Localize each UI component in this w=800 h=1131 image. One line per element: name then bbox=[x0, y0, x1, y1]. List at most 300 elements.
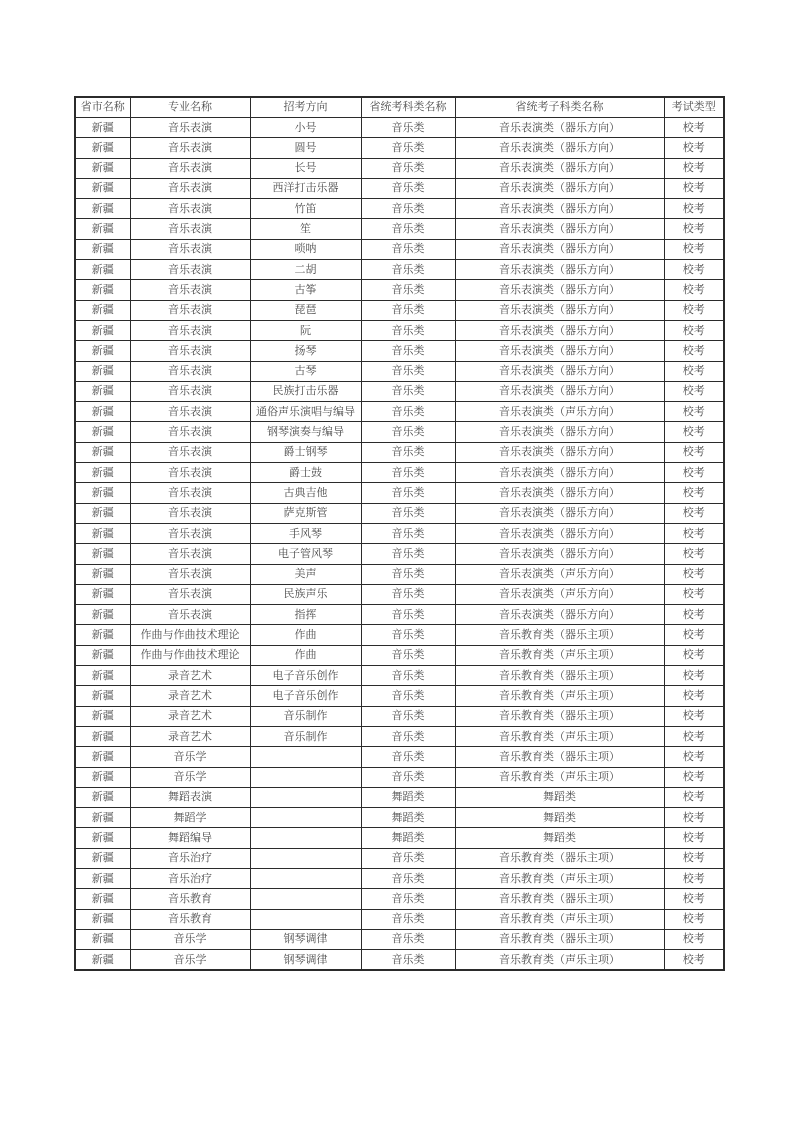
table-row bbox=[75, 645, 724, 665]
table-cell: 新疆 bbox=[75, 381, 130, 401]
table-cell: 新疆 bbox=[75, 158, 130, 178]
table-row bbox=[75, 706, 724, 726]
table-cell: 校考 bbox=[664, 544, 724, 564]
table-cell: 音乐类 bbox=[361, 564, 455, 584]
table-row bbox=[75, 402, 724, 422]
table-cell: 音乐表演类（器乐方向） bbox=[455, 341, 664, 361]
table-cell: 音乐表演类（器乐方向） bbox=[455, 463, 664, 483]
table-cell: 音乐类 bbox=[361, 280, 455, 300]
table-cell: 校考 bbox=[664, 645, 724, 665]
table-cell: 校考 bbox=[664, 341, 724, 361]
table-cell: 音乐表演 bbox=[130, 260, 250, 280]
table-cell: 音乐类 bbox=[361, 402, 455, 422]
table-cell: 校考 bbox=[664, 138, 724, 158]
table-cell: 钢琴调律 bbox=[250, 950, 361, 971]
table-cell: 音乐表演 bbox=[130, 280, 250, 300]
table-cell: 钢琴演奏与编导 bbox=[250, 422, 361, 442]
table-cell: 校考 bbox=[664, 199, 724, 219]
table-cell: 音乐表演 bbox=[130, 361, 250, 381]
table-cell: 古琴 bbox=[250, 361, 361, 381]
table-cell: 音乐类 bbox=[361, 544, 455, 564]
table-cell: 新疆 bbox=[75, 584, 130, 604]
table-cell: 音乐类 bbox=[361, 341, 455, 361]
table-cell: 音乐表演 bbox=[130, 320, 250, 340]
table-row bbox=[75, 300, 724, 320]
table-cell: 手风琴 bbox=[250, 523, 361, 543]
table-body bbox=[75, 118, 724, 971]
table-cell: 音乐学 bbox=[130, 747, 250, 767]
table-cell: 音乐教育类（声乐主项） bbox=[455, 686, 664, 706]
table-cell: 新疆 bbox=[75, 138, 130, 158]
table-cell: 音乐教育类（声乐主项） bbox=[455, 868, 664, 888]
table-cell: 校考 bbox=[664, 909, 724, 929]
table-cell: 音乐表演 bbox=[130, 584, 250, 604]
table-cell: 校考 bbox=[664, 848, 724, 868]
table-row bbox=[75, 118, 724, 138]
table-cell: 校考 bbox=[664, 463, 724, 483]
table-cell: 音乐表演类（器乐方向） bbox=[455, 300, 664, 320]
table-cell: 钢琴调律 bbox=[250, 929, 361, 949]
table-cell: 音乐类 bbox=[361, 138, 455, 158]
table-cell: 校考 bbox=[664, 706, 724, 726]
table-cell: 竹笛 bbox=[250, 199, 361, 219]
table-cell: 音乐表演类（器乐方向） bbox=[455, 320, 664, 340]
table-cell: 新疆 bbox=[75, 909, 130, 929]
table-cell: 音乐类 bbox=[361, 260, 455, 280]
table-cell: 校考 bbox=[664, 808, 724, 828]
table-cell: 舞蹈表演 bbox=[130, 787, 250, 807]
table-cell: 古典吉他 bbox=[250, 483, 361, 503]
table-cell: 新疆 bbox=[75, 889, 130, 909]
table-row bbox=[75, 138, 724, 158]
table-cell: 音乐表演类（器乐方向） bbox=[455, 138, 664, 158]
column-header: 专业名称 bbox=[130, 97, 250, 118]
table-cell: 音乐类 bbox=[361, 909, 455, 929]
table-cell: 音乐教育类（器乐主项） bbox=[455, 666, 664, 686]
table-row bbox=[75, 381, 724, 401]
table-cell: 新疆 bbox=[75, 178, 130, 198]
table-cell: 新疆 bbox=[75, 300, 130, 320]
table-cell: 音乐表演类（器乐方向） bbox=[455, 442, 664, 462]
table-cell: 扬琴 bbox=[250, 341, 361, 361]
table-cell bbox=[250, 808, 361, 828]
table-cell: 音乐表演 bbox=[130, 118, 250, 138]
table-cell: 音乐类 bbox=[361, 625, 455, 645]
table-cell: 新疆 bbox=[75, 260, 130, 280]
table-cell: 校考 bbox=[664, 118, 724, 138]
table-row bbox=[75, 584, 724, 604]
table-cell: 音乐教育类（声乐主项） bbox=[455, 726, 664, 746]
table-row bbox=[75, 950, 724, 971]
table-cell: 校考 bbox=[664, 828, 724, 848]
table-cell: 新疆 bbox=[75, 645, 130, 665]
table-cell: 校考 bbox=[664, 361, 724, 381]
table-cell: 作曲 bbox=[250, 645, 361, 665]
table-cell: 新疆 bbox=[75, 564, 130, 584]
table-cell: 音乐学 bbox=[130, 929, 250, 949]
table-cell: 新疆 bbox=[75, 463, 130, 483]
table-cell: 校考 bbox=[664, 158, 724, 178]
table-cell: 音乐教育类（声乐主项） bbox=[455, 909, 664, 929]
table-cell: 音乐类 bbox=[361, 442, 455, 462]
table-cell: 音乐类 bbox=[361, 118, 455, 138]
table-cell: 音乐制作 bbox=[250, 706, 361, 726]
table-cell: 新疆 bbox=[75, 483, 130, 503]
table-cell: 校考 bbox=[664, 584, 724, 604]
table-cell: 校考 bbox=[664, 767, 724, 787]
table-row bbox=[75, 605, 724, 625]
table-cell: 新疆 bbox=[75, 828, 130, 848]
table-cell: 校考 bbox=[664, 442, 724, 462]
table-cell: 新疆 bbox=[75, 808, 130, 828]
table-cell: 音乐表演类（器乐方向） bbox=[455, 219, 664, 239]
table-cell: 音乐表演类（器乐方向） bbox=[455, 503, 664, 523]
table-cell: 音乐表演 bbox=[130, 138, 250, 158]
table-cell: 音乐教育类（器乐主项） bbox=[455, 929, 664, 949]
table-cell: 指挥 bbox=[250, 605, 361, 625]
table-row bbox=[75, 178, 724, 198]
table-cell: 音乐表演类（器乐方向） bbox=[455, 158, 664, 178]
table-cell: 新疆 bbox=[75, 625, 130, 645]
table-cell: 音乐表演类（器乐方向） bbox=[455, 260, 664, 280]
table-cell: 音乐表演 bbox=[130, 381, 250, 401]
table-cell: 舞蹈学 bbox=[130, 808, 250, 828]
table-row bbox=[75, 929, 724, 949]
table-cell: 音乐表演 bbox=[130, 341, 250, 361]
table-cell bbox=[250, 828, 361, 848]
table-cell: 校考 bbox=[664, 178, 724, 198]
table-cell: 音乐表演 bbox=[130, 523, 250, 543]
table-row bbox=[75, 483, 724, 503]
table-cell: 笙 bbox=[250, 219, 361, 239]
admissions-table bbox=[74, 96, 725, 971]
table-cell: 长号 bbox=[250, 158, 361, 178]
table-cell: 音乐制作 bbox=[250, 726, 361, 746]
table-row bbox=[75, 787, 724, 807]
table-cell: 舞蹈类 bbox=[455, 828, 664, 848]
table-cell: 新疆 bbox=[75, 848, 130, 868]
table-row bbox=[75, 666, 724, 686]
column-header: 招考方向 bbox=[250, 97, 361, 118]
table-cell: 校考 bbox=[664, 889, 724, 909]
table-cell: 音乐教育类（器乐主项） bbox=[455, 625, 664, 645]
table-row bbox=[75, 260, 724, 280]
table-cell: 音乐表演 bbox=[130, 483, 250, 503]
table-cell: 作曲 bbox=[250, 625, 361, 645]
table-cell: 音乐表演 bbox=[130, 605, 250, 625]
table-cell: 新疆 bbox=[75, 666, 130, 686]
table-cell: 音乐类 bbox=[361, 686, 455, 706]
table-cell: 新疆 bbox=[75, 686, 130, 706]
table-cell: 音乐类 bbox=[361, 199, 455, 219]
table-row bbox=[75, 442, 724, 462]
table-cell: 音乐类 bbox=[361, 503, 455, 523]
table-cell: 音乐表演 bbox=[130, 442, 250, 462]
table-row bbox=[75, 523, 724, 543]
table-cell: 音乐教育类（器乐主项） bbox=[455, 848, 664, 868]
table-cell: 舞蹈类 bbox=[455, 787, 664, 807]
table-cell: 音乐类 bbox=[361, 747, 455, 767]
table-cell: 爵士钢琴 bbox=[250, 442, 361, 462]
table-cell: 校考 bbox=[664, 260, 724, 280]
table-cell: 音乐治疗 bbox=[130, 848, 250, 868]
table-cell: 新疆 bbox=[75, 239, 130, 259]
table-cell: 音乐表演 bbox=[130, 422, 250, 442]
table-cell bbox=[250, 848, 361, 868]
table-cell: 音乐表演类（器乐方向） bbox=[455, 422, 664, 442]
table-cell: 校考 bbox=[664, 686, 724, 706]
table-cell: 作曲与作曲技术理论 bbox=[130, 625, 250, 645]
table-row bbox=[75, 422, 724, 442]
table-cell: 音乐表演 bbox=[130, 178, 250, 198]
table-row bbox=[75, 158, 724, 178]
table-cell: 音乐类 bbox=[361, 381, 455, 401]
table-cell: 唢呐 bbox=[250, 239, 361, 259]
table-head bbox=[75, 97, 724, 118]
table-cell: 音乐类 bbox=[361, 767, 455, 787]
table-cell: 校考 bbox=[664, 280, 724, 300]
table-cell: 音乐类 bbox=[361, 158, 455, 178]
table-cell: 新疆 bbox=[75, 929, 130, 949]
column-header: 省统考科类名称 bbox=[361, 97, 455, 118]
table-cell: 校考 bbox=[664, 868, 724, 888]
table-cell: 音乐表演类（器乐方向） bbox=[455, 523, 664, 543]
table-cell: 二胡 bbox=[250, 260, 361, 280]
table-cell: 音乐表演 bbox=[130, 463, 250, 483]
table-cell: 录音艺术 bbox=[130, 726, 250, 746]
table-row bbox=[75, 889, 724, 909]
table-row bbox=[75, 239, 724, 259]
table-cell: 音乐教育类（声乐主项） bbox=[455, 645, 664, 665]
table-cell: 新疆 bbox=[75, 503, 130, 523]
table-cell: 音乐表演 bbox=[130, 158, 250, 178]
table-cell: 校考 bbox=[664, 625, 724, 645]
table-cell: 西洋打击乐器 bbox=[250, 178, 361, 198]
table-cell bbox=[250, 747, 361, 767]
table-cell: 校考 bbox=[664, 381, 724, 401]
table-cell: 舞蹈类 bbox=[361, 808, 455, 828]
table-cell: 校考 bbox=[664, 483, 724, 503]
table-row bbox=[75, 828, 724, 848]
table-row bbox=[75, 564, 724, 584]
table-cell: 音乐教育 bbox=[130, 889, 250, 909]
table-cell: 舞蹈类 bbox=[361, 828, 455, 848]
table-cell: 音乐类 bbox=[361, 300, 455, 320]
table-cell: 音乐表演类（器乐方向） bbox=[455, 544, 664, 564]
table-cell: 音乐类 bbox=[361, 666, 455, 686]
table-row bbox=[75, 320, 724, 340]
table-row bbox=[75, 909, 724, 929]
table-cell: 校考 bbox=[664, 523, 724, 543]
table-cell: 音乐类 bbox=[361, 645, 455, 665]
table-cell: 音乐表演类（器乐方向） bbox=[455, 178, 664, 198]
table-row bbox=[75, 868, 724, 888]
table-cell: 音乐教育类（声乐主项） bbox=[455, 950, 664, 971]
table-cell: 新疆 bbox=[75, 118, 130, 138]
table-cell: 音乐类 bbox=[361, 848, 455, 868]
table-row bbox=[75, 848, 724, 868]
table-cell: 舞蹈类 bbox=[361, 787, 455, 807]
table-row bbox=[75, 767, 724, 787]
table-cell: 作曲与作曲技术理论 bbox=[130, 645, 250, 665]
table-cell: 音乐类 bbox=[361, 584, 455, 604]
table-cell: 音乐类 bbox=[361, 605, 455, 625]
table-cell: 音乐表演 bbox=[130, 503, 250, 523]
table-row bbox=[75, 726, 724, 746]
table-cell: 校考 bbox=[664, 219, 724, 239]
table-cell: 新疆 bbox=[75, 950, 130, 971]
table-row bbox=[75, 463, 724, 483]
header-row bbox=[75, 97, 724, 118]
table-cell: 音乐类 bbox=[361, 726, 455, 746]
table-cell: 校考 bbox=[664, 605, 724, 625]
table-cell bbox=[250, 787, 361, 807]
table-cell: 新疆 bbox=[75, 422, 130, 442]
table-cell: 校考 bbox=[664, 564, 724, 584]
table-cell: 美声 bbox=[250, 564, 361, 584]
table-cell: 音乐表演类（器乐方向） bbox=[455, 361, 664, 381]
table-cell: 音乐表演 bbox=[130, 564, 250, 584]
table-cell: 校考 bbox=[664, 666, 724, 686]
table-cell: 校考 bbox=[664, 320, 724, 340]
table-cell bbox=[250, 868, 361, 888]
table-cell: 音乐类 bbox=[361, 706, 455, 726]
table-cell bbox=[250, 767, 361, 787]
column-header: 考试类型 bbox=[664, 97, 724, 118]
table-cell: 新疆 bbox=[75, 280, 130, 300]
table-cell: 校考 bbox=[664, 726, 724, 746]
table-cell: 音乐教育类（器乐主项） bbox=[455, 747, 664, 767]
table-row bbox=[75, 361, 724, 381]
table-cell: 阮 bbox=[250, 320, 361, 340]
table-cell: 音乐表演 bbox=[130, 300, 250, 320]
table-cell: 音乐表演类（器乐方向） bbox=[455, 118, 664, 138]
table-cell: 音乐表演类（声乐方向） bbox=[455, 564, 664, 584]
table-row bbox=[75, 219, 724, 239]
table-cell: 音乐类 bbox=[361, 950, 455, 971]
table-cell: 音乐学 bbox=[130, 950, 250, 971]
table-cell: 音乐教育类（器乐主项） bbox=[455, 889, 664, 909]
table-cell: 音乐表演类（声乐方向） bbox=[455, 584, 664, 604]
table-cell: 新疆 bbox=[75, 605, 130, 625]
table-cell: 电子音乐创作 bbox=[250, 666, 361, 686]
table-cell: 古筝 bbox=[250, 280, 361, 300]
table-row bbox=[75, 808, 724, 828]
table-row bbox=[75, 199, 724, 219]
table-cell: 校考 bbox=[664, 422, 724, 442]
table-cell: 音乐类 bbox=[361, 889, 455, 909]
table-cell: 音乐治疗 bbox=[130, 868, 250, 888]
table-cell: 新疆 bbox=[75, 442, 130, 462]
table-cell: 音乐表演 bbox=[130, 544, 250, 564]
table-cell: 校考 bbox=[664, 787, 724, 807]
table-cell: 新疆 bbox=[75, 361, 130, 381]
table-row bbox=[75, 544, 724, 564]
table-cell: 音乐教育 bbox=[130, 909, 250, 929]
table-cell: 音乐类 bbox=[361, 929, 455, 949]
table-cell: 新疆 bbox=[75, 787, 130, 807]
table-cell: 新疆 bbox=[75, 341, 130, 361]
table-cell: 音乐表演类（器乐方向） bbox=[455, 381, 664, 401]
table-cell: 音乐类 bbox=[361, 219, 455, 239]
table-cell: 音乐表演类（器乐方向） bbox=[455, 239, 664, 259]
table-cell: 音乐学 bbox=[130, 767, 250, 787]
table-cell: 新疆 bbox=[75, 544, 130, 564]
table-row bbox=[75, 747, 724, 767]
table-cell: 录音艺术 bbox=[130, 666, 250, 686]
table-cell: 舞蹈编导 bbox=[130, 828, 250, 848]
table-cell: 音乐表演类（器乐方向） bbox=[455, 280, 664, 300]
table-cell: 音乐类 bbox=[361, 463, 455, 483]
table-cell: 音乐表演类（器乐方向） bbox=[455, 199, 664, 219]
table-cell: 音乐表演 bbox=[130, 199, 250, 219]
table-cell: 校考 bbox=[664, 950, 724, 971]
table-row bbox=[75, 280, 724, 300]
table-cell: 音乐类 bbox=[361, 523, 455, 543]
table-cell bbox=[250, 909, 361, 929]
table-cell: 音乐类 bbox=[361, 239, 455, 259]
table-cell: 新疆 bbox=[75, 523, 130, 543]
column-header: 省统考子科类名称 bbox=[455, 97, 664, 118]
table-cell: 新疆 bbox=[75, 747, 130, 767]
table-cell: 音乐表演类（声乐方向） bbox=[455, 402, 664, 422]
table-cell: 新疆 bbox=[75, 320, 130, 340]
table-cell: 校考 bbox=[664, 747, 724, 767]
table-cell: 音乐类 bbox=[361, 868, 455, 888]
table-cell: 萨克斯管 bbox=[250, 503, 361, 523]
table-cell: 音乐类 bbox=[361, 422, 455, 442]
table-cell: 音乐类 bbox=[361, 483, 455, 503]
table-cell: 新疆 bbox=[75, 706, 130, 726]
table-row bbox=[75, 686, 724, 706]
table-cell: 校考 bbox=[664, 300, 724, 320]
table-cell: 电子音乐创作 bbox=[250, 686, 361, 706]
table-cell: 新疆 bbox=[75, 219, 130, 239]
column-header: 省市名称 bbox=[75, 97, 130, 118]
table-cell: 音乐表演 bbox=[130, 239, 250, 259]
table-cell: 音乐类 bbox=[361, 320, 455, 340]
table-cell: 民族声乐 bbox=[250, 584, 361, 604]
table-cell: 电子管风琴 bbox=[250, 544, 361, 564]
table-cell: 音乐类 bbox=[361, 178, 455, 198]
table-cell bbox=[250, 889, 361, 909]
table-cell: 音乐教育类（器乐主项） bbox=[455, 706, 664, 726]
table-cell: 音乐表演 bbox=[130, 402, 250, 422]
table-row bbox=[75, 503, 724, 523]
table-cell: 校考 bbox=[664, 239, 724, 259]
table-cell: 圆号 bbox=[250, 138, 361, 158]
table-cell: 新疆 bbox=[75, 726, 130, 746]
table-cell: 校考 bbox=[664, 503, 724, 523]
table-row bbox=[75, 341, 724, 361]
table-cell: 录音艺术 bbox=[130, 686, 250, 706]
table-cell: 琵琶 bbox=[250, 300, 361, 320]
table-cell: 小号 bbox=[250, 118, 361, 138]
table-cell: 民族打击乐器 bbox=[250, 381, 361, 401]
table-cell: 通俗声乐演唱与编导 bbox=[250, 402, 361, 422]
table-cell: 音乐类 bbox=[361, 361, 455, 381]
table-cell: 音乐表演类（器乐方向） bbox=[455, 483, 664, 503]
table-cell: 舞蹈类 bbox=[455, 808, 664, 828]
table-cell: 音乐教育类（声乐主项） bbox=[455, 767, 664, 787]
table-cell: 音乐表演 bbox=[130, 219, 250, 239]
table-cell: 爵士鼓 bbox=[250, 463, 361, 483]
table-cell: 新疆 bbox=[75, 402, 130, 422]
table-cell: 新疆 bbox=[75, 868, 130, 888]
table-cell: 新疆 bbox=[75, 767, 130, 787]
table-row bbox=[75, 625, 724, 645]
table-cell: 音乐表演类（器乐方向） bbox=[455, 605, 664, 625]
